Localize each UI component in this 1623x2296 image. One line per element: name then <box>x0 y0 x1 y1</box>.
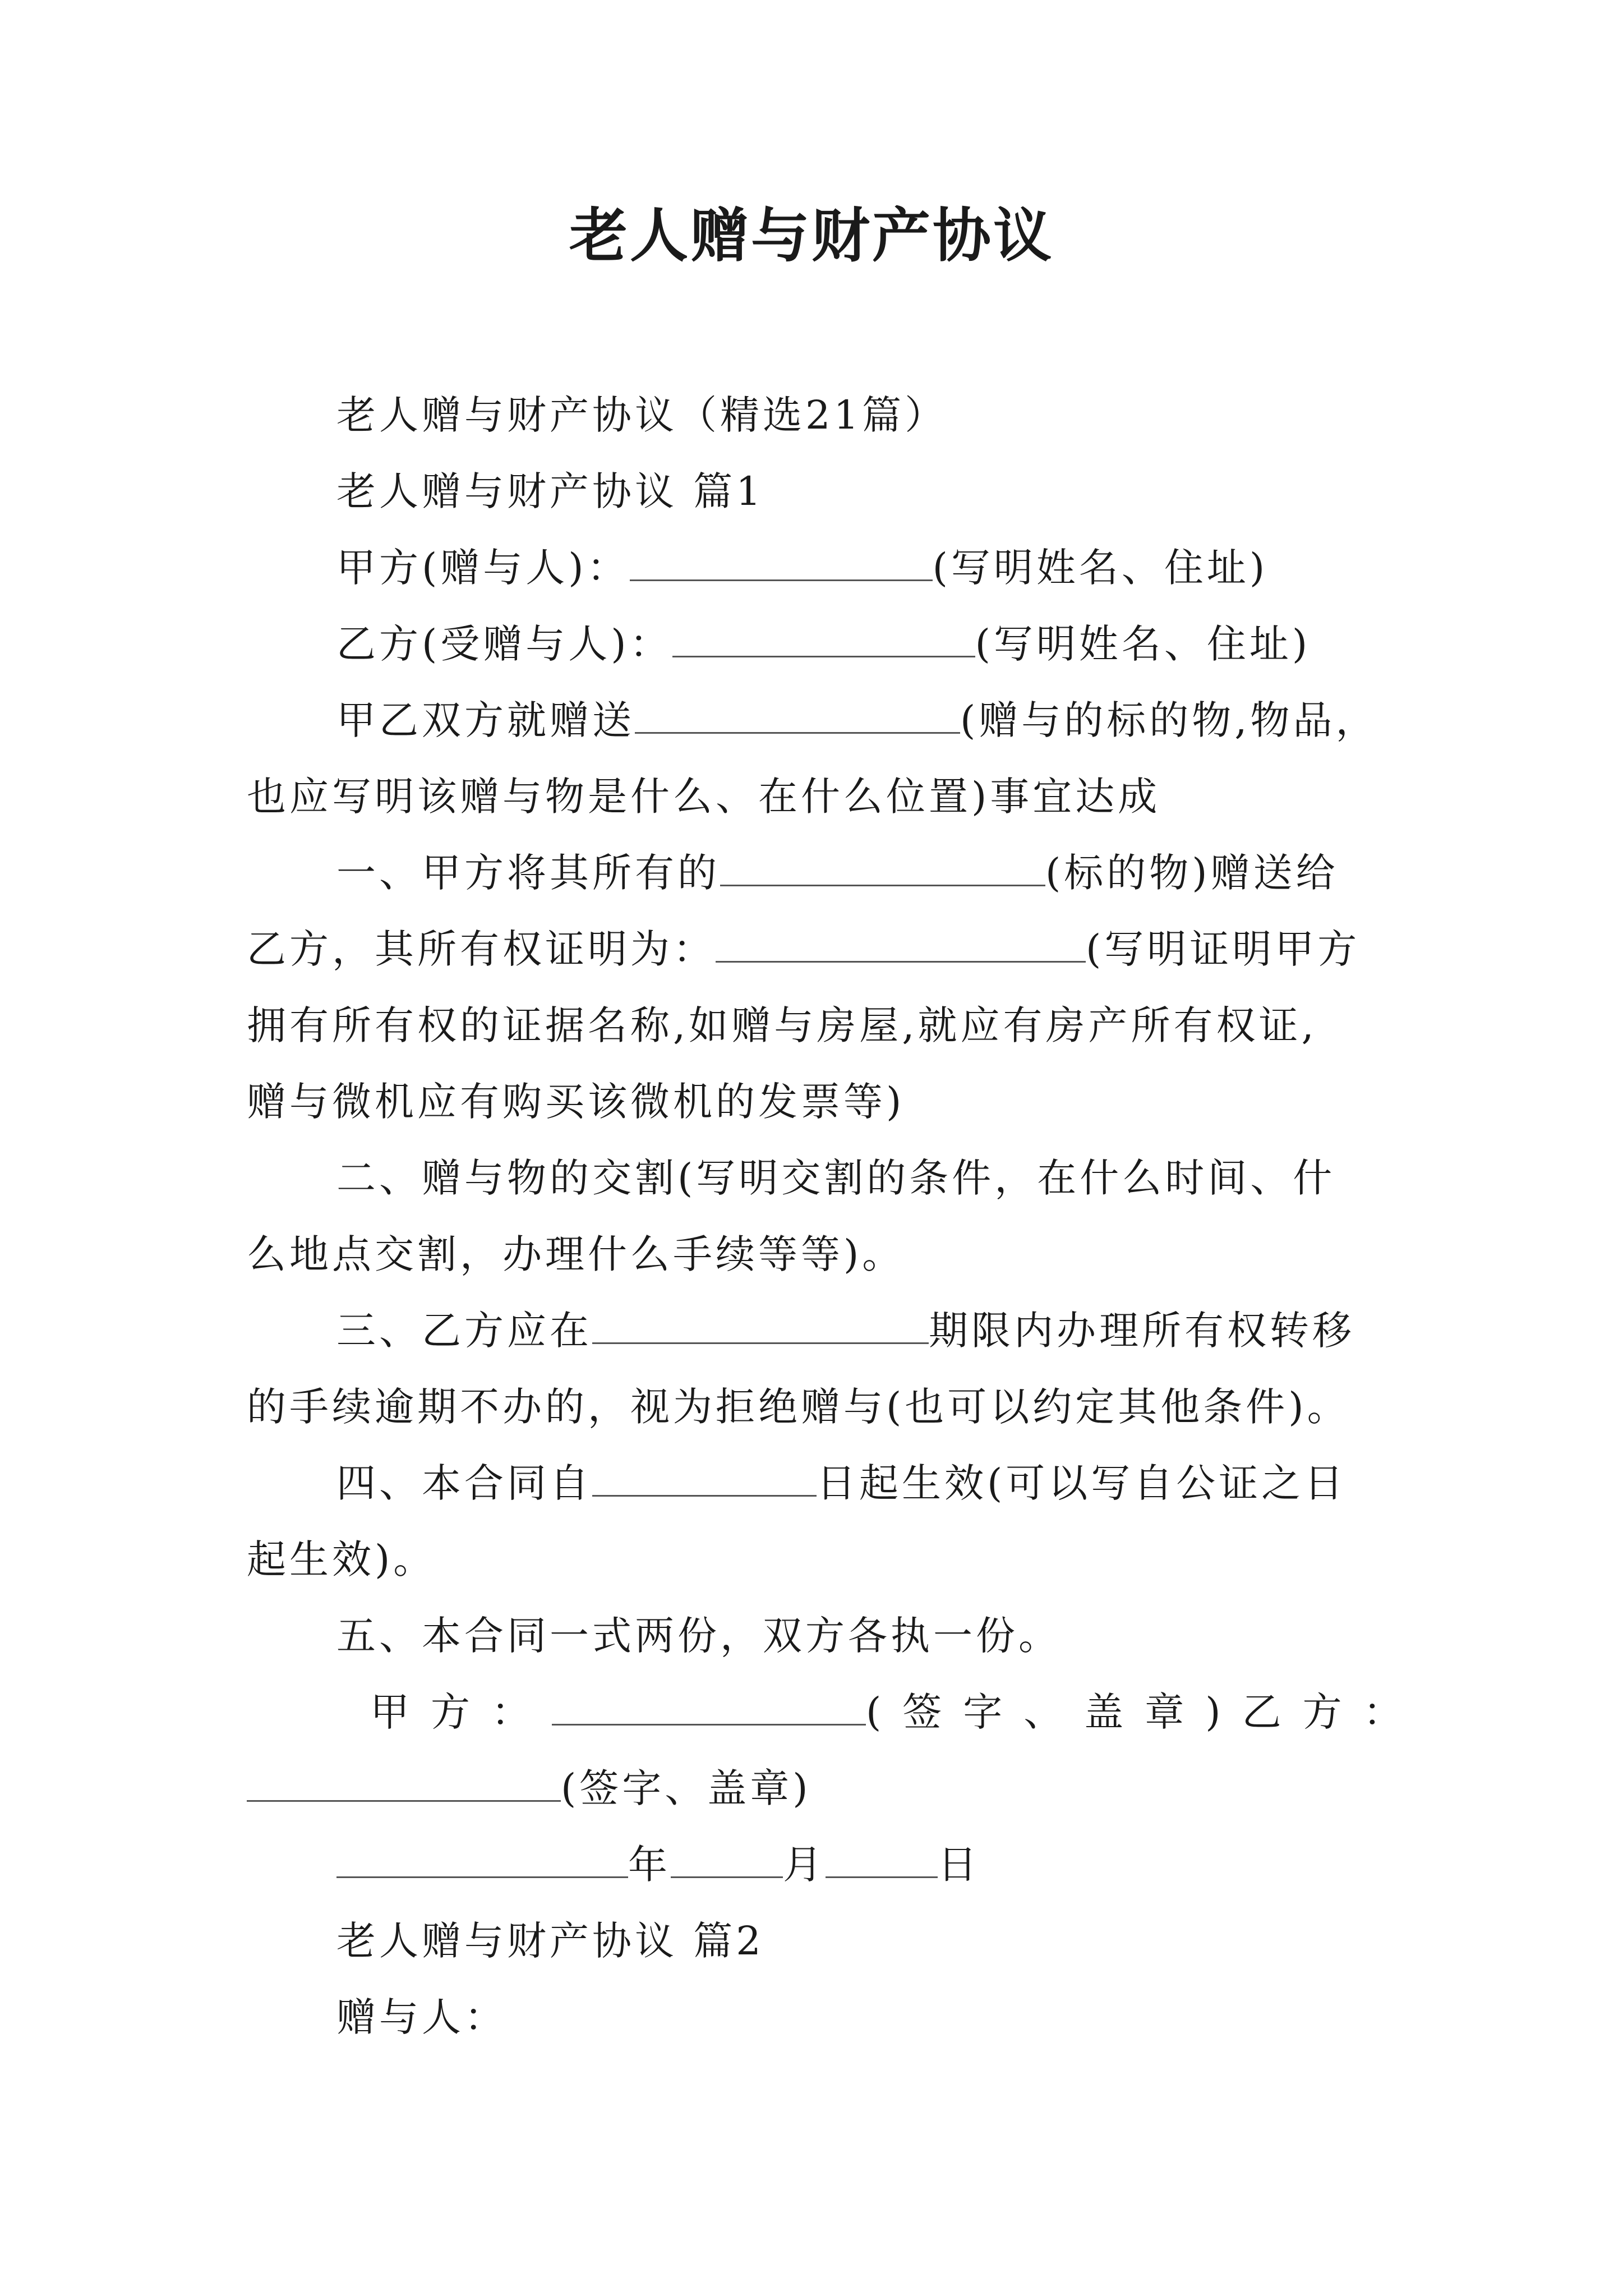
clause-2-text-a: 二、赠与物的交割(写明交割的条件，在什么时间、什 <box>336 1155 1336 1201</box>
gift-subject-note: (赠与的标的物,物品， <box>960 697 1378 743</box>
party-a-blank <box>630 540 933 581</box>
date-year-blank <box>336 1837 628 1878</box>
clause-1-text-a: 一、甲方将其所有的 <box>336 850 720 896</box>
gift-subject-blank <box>635 693 960 734</box>
party-b-line <box>336 616 1391 672</box>
clause-1-text-f: 赠与微机应有购买该微机的发票等) <box>247 1079 905 1125</box>
clause-4-text-b: 日起生效(可以写自公证之日 <box>817 1460 1347 1506</box>
clause-2-line-1 <box>336 1150 1391 1206</box>
date-day-label: 日 <box>938 1842 980 1888</box>
clause-1-blank-a <box>720 845 1045 886</box>
clause-3-line-2 <box>247 1379 1391 1435</box>
signature-party-a-label: 甲方： <box>370 1689 552 1735</box>
party-b-label: 乙方(受赠与人)： <box>336 621 672 667</box>
clause-4-line-1 <box>336 1455 1391 1511</box>
date-line <box>336 1837 1391 1893</box>
section-heading-2-text: 老人赠与财产协议 篇2 <box>336 1918 764 1964</box>
clause-2-text-b: 么地点交割，办理什么手续等等)。 <box>247 1231 905 1277</box>
clause-3-text-b: 期限内办理所有权转移 <box>929 1308 1355 1354</box>
collection-heading-text: 老人赠与财产协议（精选21篇） <box>336 392 948 438</box>
clause-1-text-e: 拥有所有权的证据名称,如赠与房屋,就应有房产所有权证, <box>247 1002 1317 1048</box>
signature-line-2 <box>247 1760 1391 1816</box>
party-a-label: 甲方(赠与人)： <box>336 545 630 591</box>
clause-5-line <box>336 1608 1391 1664</box>
clause-4-text-c: 起生效)。 <box>247 1536 436 1582</box>
party-b-blank <box>672 616 975 657</box>
clause-2-line-2 <box>247 1226 1391 1282</box>
gift-subject-continuation-text: 也应写明该赠与物是什么、在什么位置)事宜达成 <box>247 774 1161 820</box>
section-heading-1-text: 老人赠与财产协议 篇1 <box>336 468 764 514</box>
clause-3-text-c: 的手续逾期不办的，视为拒绝赠与(也可以约定其他条件)。 <box>247 1384 1350 1430</box>
donor-label: 赠与人： <box>336 1994 507 2040</box>
section-heading-2 <box>336 1913 1391 1969</box>
gift-subject-label: 甲乙双方就赠送 <box>336 697 635 743</box>
date-month-label: 月 <box>783 1842 826 1888</box>
clause-1-blank-b <box>716 922 1086 963</box>
clause-1-text-d: (写明证明甲方 <box>1086 926 1361 972</box>
gift-subject-continuation <box>247 769 1391 825</box>
clause-1-text-b: (标的物)赠送给 <box>1045 850 1339 896</box>
signature-party-a-blank <box>552 1685 866 1726</box>
date-month-blank <box>671 1837 783 1878</box>
clause-5-text: 五、本合同一式两份，双方各执一份。 <box>336 1613 1061 1659</box>
clause-4-text-a: 四、本合同自 <box>336 1460 592 1506</box>
date-day-blank <box>826 1837 938 1878</box>
signature-party-a-note: (签字、盖章)乙方： <box>866 1689 1424 1735</box>
clause-3-line-1 <box>336 1303 1391 1359</box>
party-a-note: (写明姓名、住址) <box>932 545 1269 591</box>
clause-1-line-3 <box>247 997 1391 1053</box>
signature-party-b-note: (签字、盖章) <box>561 1765 811 1811</box>
gift-subject-line <box>336 692 1391 748</box>
donor-line <box>336 1989 1391 2045</box>
clause-1-line-1 <box>336 845 1391 901</box>
signature-party-b-blank <box>247 1761 561 1802</box>
document-title: 老人赠与财产协议 <box>569 201 1054 270</box>
date-year-label: 年 <box>628 1842 671 1888</box>
party-b-note: (写明姓名、住址) <box>975 621 1311 667</box>
clause-4-blank <box>592 1456 817 1497</box>
clause-1-line-4 <box>247 1074 1391 1130</box>
collection-heading <box>336 387 1391 443</box>
clause-3-text-a: 三、乙方应在 <box>336 1308 592 1354</box>
clause-3-blank <box>592 1303 929 1344</box>
clause-4-line-2 <box>247 1531 1391 1588</box>
party-a-line <box>336 540 1391 596</box>
signature-line-1 <box>336 1684 1424 1740</box>
section-heading-1 <box>336 463 1391 519</box>
clause-1-line-2 <box>247 921 1391 977</box>
clause-1-text-c: 乙方，其所有权证明为： <box>247 926 716 972</box>
